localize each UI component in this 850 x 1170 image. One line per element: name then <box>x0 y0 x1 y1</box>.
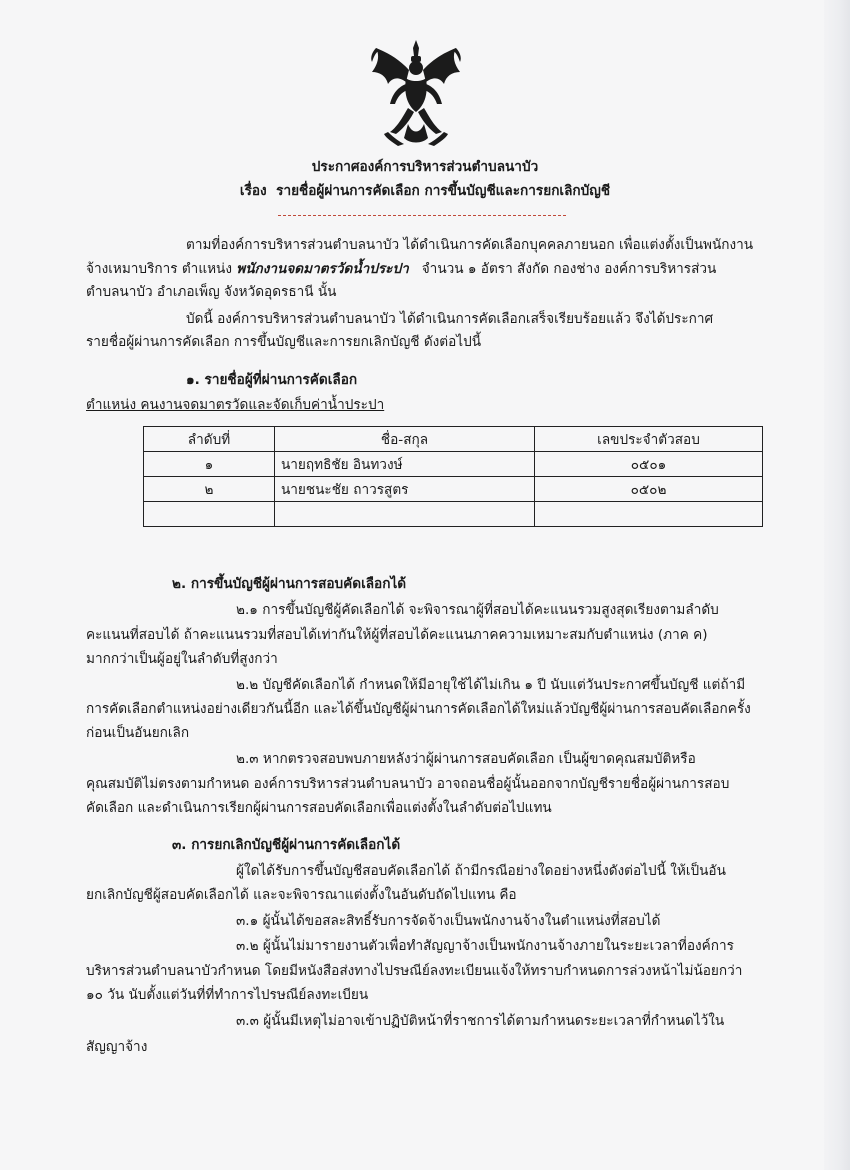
table-cell-exam-id: ๐๕๐๑ <box>535 452 763 477</box>
table-cell-empty <box>535 502 763 527</box>
results-table <box>143 426 763 527</box>
subject-prefix: เรื่อง <box>239 183 267 199</box>
table-row-empty <box>144 502 763 527</box>
table-cell-name: นายฤทธิชัย อินทวงษ์ <box>275 452 535 477</box>
section1-position-line: ตำแหน่ง คนงานจดมาตรวัดและจัดเก็บค่าน้ำประปา <box>86 397 385 413</box>
section2-3-line2: คุณสมบัติไม่ตรงตามกำหนด องค์การบริหารส่วนตำบลนาบัว อาจถอนชื่อผู้นั้นออกจากบัญชีรายชื่อผู้ผ่านการสอบ <box>86 776 730 792</box>
intro-p1-line1: ตามที่องค์การบริหารส่วนตำบลนาบัว ได้ดำเนินการคัดเลือกบุคคลภายนอก เพื่อแต่งตั้งเป็นพนักงาน <box>186 237 754 253</box>
intro-p1-line3: ตำบลนาบัว อำเภอเพ็ญ จังหวัดอุดรธานี นั้น <box>86 284 337 300</box>
table-cell-order: ๒ <box>144 477 275 502</box>
section2-2-line3: ก่อนเป็นอันยกเลิก <box>86 725 190 741</box>
section3-intro-line2: ยกเลิกบัญชีผู้สอบคัดเลือกได้ และจะพิจารณาแต่งตั้งในอันดับถัดไปแทน คือ <box>86 887 517 903</box>
table-row <box>144 452 763 477</box>
table-header-name: ชื่อ-สกุล <box>275 427 535 452</box>
section2-3-line3: คัดเลือก และดำเนินการเรียกผู้ผ่านการสอบคัดเลือกเพื่อแต่งตั้งในลำดับต่อไปแทน <box>86 800 552 816</box>
section3-2-line3: ๑๐ วัน นับตั้งแต่วันที่ที่ทำการไปรษณีย์ลงทะเบียน <box>86 987 369 1003</box>
subject-text: รายชื่อผู้ผ่านการคัดเลือก การขึ้นบัญชีและการยกเลิกบัญชี <box>276 183 611 199</box>
table-cell-order: ๑ <box>144 452 275 477</box>
table-row <box>144 477 763 502</box>
section2-1-line3: มากกว่าเป็นผู้อยู่ในลำดับที่สูงกว่า <box>86 651 278 667</box>
table-header-exam-id: เลขประจำตัวสอบ <box>535 427 763 452</box>
intro-p2-line2: รายชื่อผู้ผ่านการคัดเลือก การขึ้นบัญชีและการยกเลิกบัญชี ดังต่อไปนี้ <box>86 334 482 350</box>
section3-1: ๓.๑ ผู้นั้นได้ขอสละสิทธิ์รับการจัดจ้างเป็นพนักงานจ้างในตำแหน่งที่สอบได้ <box>236 913 661 929</box>
table-cell-name: นายชนะชัย ถาวรสูตร <box>275 477 535 502</box>
section3-heading: ๓. การยกเลิกบัญชีผู้ผ่านการคัดเลือกได้ <box>172 837 401 853</box>
table-cell-empty <box>144 502 275 527</box>
garuda-emblem-icon <box>368 38 464 148</box>
section3-2-line1: ๓.๒ ผู้นั้นไม่มารายงานตัวเพื่อทำสัญญาจ้างเป็นพนักงานจ้างภายในระยะเวลาที่องค์การ <box>236 938 734 954</box>
section2-3-line1: ๒.๓ หากตรวจสอบพบภายหลังว่าผู้ผ่านการสอบคัดเลือก เป็นผู้ขาดคุณสมบัติหรือ <box>236 751 696 767</box>
section3-intro-line1: ผู้ใดได้รับการขึ้นบัญชีสอบคัดเลือกได้ ถ้ามีกรณีอย่างใดอย่างหนึ่งดังต่อไปนี้ ให้เป็นอัน <box>236 863 726 879</box>
section2-1-line2: คะแนนที่สอบได้ ถ้าคะแนนรวมที่สอบได้เท่ากันให้ผู้ที่สอบได้คะแนนภาคความเหมาะสมกับตำแหน่ง (ภาค ค) <box>86 627 708 643</box>
title-divider <box>278 215 566 216</box>
section1-heading: ๑. รายชื่อผู้ที่ผ่านการคัดเลือก <box>186 372 358 388</box>
intro-p1-line2-a: จ้างเหมาบริการ ตำแหน่ง <box>86 261 232 277</box>
section3-3-line1: ๓.๓ ผู้นั้นมีเหตุไม่อาจเข้าปฏิบัติหน้าที่ราชการได้ตามกำหนดระยะเวลาที่กำหนดไว้ใน <box>236 1013 725 1029</box>
announcement-subject <box>0 182 850 200</box>
intro-p1-line2-b: จำนวน ๑ อัตรา สังกัด กองช่าง องค์การบริหารส่วน <box>421 261 717 277</box>
section2-2-line2: การคัดเลือกตำแหน่งอย่างเดียวกันนี้อีก และได้ขึ้นบัญชีผู้ผ่านการคัดเลือกได้ใหม่แล้วบัญชีผู้ผ่านการสอบคัดเลือกครั้ง <box>86 701 751 717</box>
table-cell-empty <box>275 502 535 527</box>
section2-2-line1: ๒.๒ บัญชีคัดเลือกได้ กำหนดให้มีอายุใช้ได้ไม่เกิน ๑ ปี นับแต่วันประกาศขึ้นบัญชี แต่ถ้ามี <box>236 677 746 693</box>
announcement-title: ประกาศองค์การบริหารส่วนตำบลนาบัว <box>311 159 539 175</box>
table-cell-exam-id: ๐๕๐๒ <box>535 477 763 502</box>
table-header-row <box>144 427 763 452</box>
intro-p1-line2 <box>86 260 716 278</box>
table-header-order: ลำดับที่ <box>144 427 275 452</box>
section2-heading: ๒. การขึ้นบัญชีผู้ผ่านการสอบคัดเลือกได้ <box>172 576 407 592</box>
section3-3-line2: สัญญาจ้าง <box>86 1039 148 1055</box>
intro-p2-line1: บัดนี้ องค์การบริหารส่วนตำบลนาบัว ได้ดำเนินการคัดเลือกเสร็จเรียบร้อยแล้ว จึงได้ประกาศ <box>186 311 714 327</box>
position-name: พนักงานจดมาตรวัดน้ำประปา <box>236 261 409 277</box>
section3-2-line2: บริหารส่วนตำบลนาบัวกำหนด โดยมีหนังสือส่งทางไปรษณีย์ลงทะเบียนแจ้งให้ทราบกำหนดการล่วงหน้าไม่น้อยกว่า <box>86 963 743 979</box>
section2-1-line1: ๒.๑ การขึ้นบัญชีผู้คัดเลือกได้ จะพิจารณาผู้ที่สอบได้คะแนนรวมสูงสุดเรียงตามลำดับ <box>236 602 719 618</box>
